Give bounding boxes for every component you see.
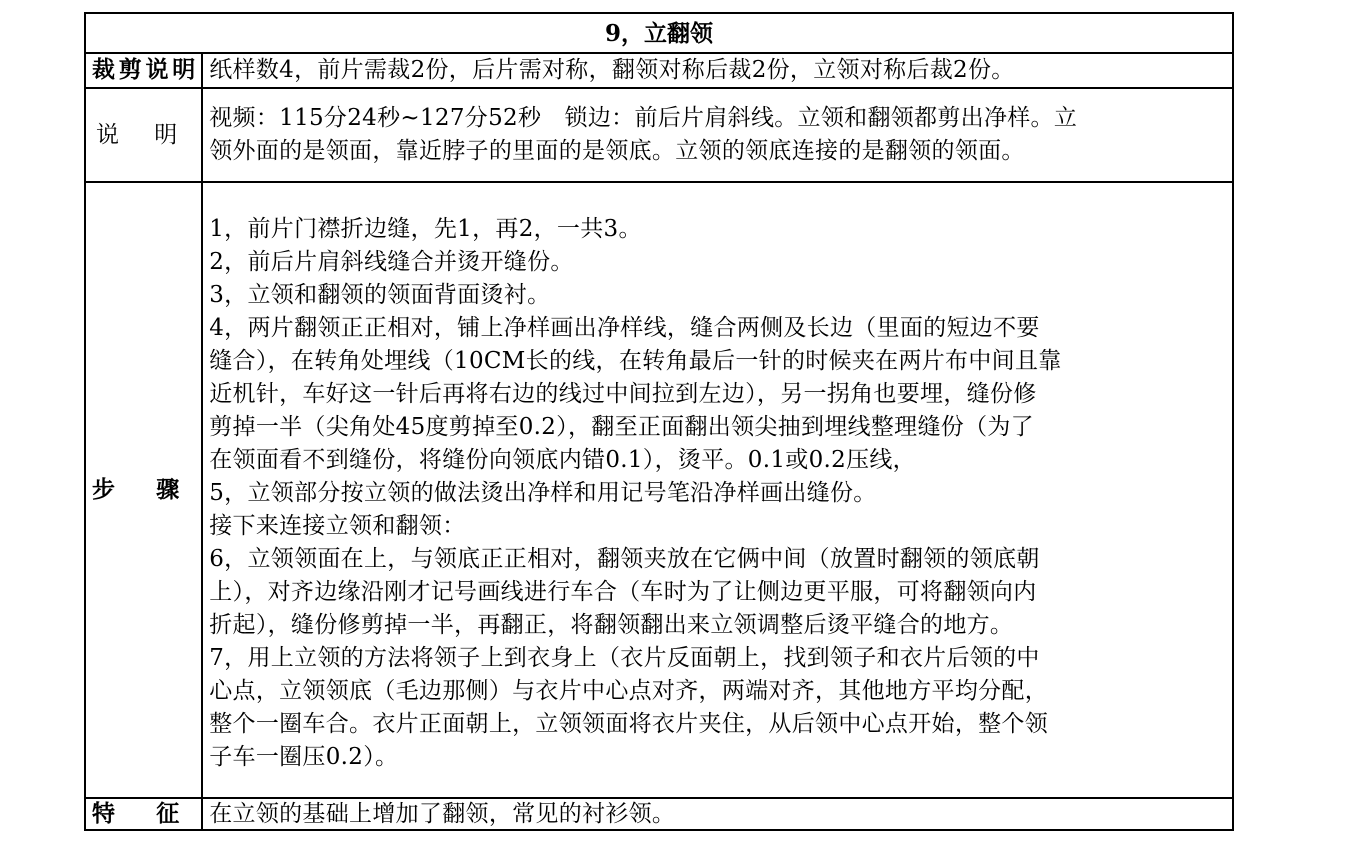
step-line: 1，前片门襟折边缝，先1，再2，一共3。 [209,215,642,242]
notes-label: 说 明 [85,88,202,182]
notes-line: 领外面的是领面，靠近脖子的里面的是领底。立领的领底连接的是翻领的领面。 [209,138,1025,164]
cutting-label: 裁剪说明 [85,53,202,88]
step-line: 5，立领部分按立领的做法烫出净样和用记号笔沿净样画出缝份。 [209,479,877,506]
steps-text [202,182,1233,798]
step-line: 在领面看不到缝份，将缝份向领底内错0.1），烫平。0.1或0.2压线， [209,446,916,473]
collar-instruction-table [84,12,1234,831]
feature-text: 在立领的基础上增加了翻领，常见的衬衫领。 [202,798,1233,830]
step-line: 接下来连接立领和翻领： [209,512,466,539]
step-line: 近机针，车好这一针后再将右边的线过中间拉到左边），另一拐角也要埋，缝份修 [209,380,1037,407]
step-line: 4，两片翻领正正相对，铺上净样画出净样线，缝合两侧及长边（里面的短边不要 [209,314,1040,341]
cutting-text: 纸样数4，前片需裁2份，后片需对称，翻领对称后裁2份，立领对称后裁2份。 [202,53,1233,88]
step-line: 2，前后片肩斜线缝合并烫开缝份。 [209,248,574,275]
step-line: 缝合），在转角处埋线（10CM长的线，在转角最后一针的时候夹在两片布中间且靠 [209,347,1062,374]
step-line: 3，立领和翻领的领面背面烫衬。 [209,281,551,308]
step-line: 心点，立领领底（毛边那侧）与衣片中心点对齐，两端对齐，其他地方平均分配， [209,677,1049,704]
feature-label: 特 征 [85,798,202,830]
page-title: 9，立翻领 [85,13,1233,53]
step-line: 上），对齐边缘沿刚才记号画线进行车合（车时为了让侧边更平服，可将翻领向内 [209,578,1037,605]
step-line: 7，用上立领的方法将领子上到衣身上（衣片反面朝上，找到领子和衣片后领的中 [209,644,1040,671]
step-line: 剪掉一半（尖角处45度剪掉至0.2），翻至正面翻出领尖抽到埋线整理缝份（为了 [209,413,1034,440]
step-line: 子车一圈压0.2）。 [209,743,399,770]
steps-label: 步 骤 [85,182,202,798]
step-line: 折起），缝份修剪掉一半，再翻正，将翻领翻出来立领调整后烫平缝合的地方。 [209,611,1014,638]
step-line: 整个一圈车合。衣片正面朝上，立领领面将衣片夹住，从后领中心点开始，整个领 [209,710,1049,737]
notes-text [202,88,1233,182]
step-line: 6，立领领面在上，与领底正正相对，翻领夹放在它俩中间（放置时翻领的领底朝 [209,545,1040,572]
notes-line: 视频：115分24秒~127分52秒 锁边：前后片肩斜线。立领和翻领都剪出净样。立 [209,105,1078,131]
